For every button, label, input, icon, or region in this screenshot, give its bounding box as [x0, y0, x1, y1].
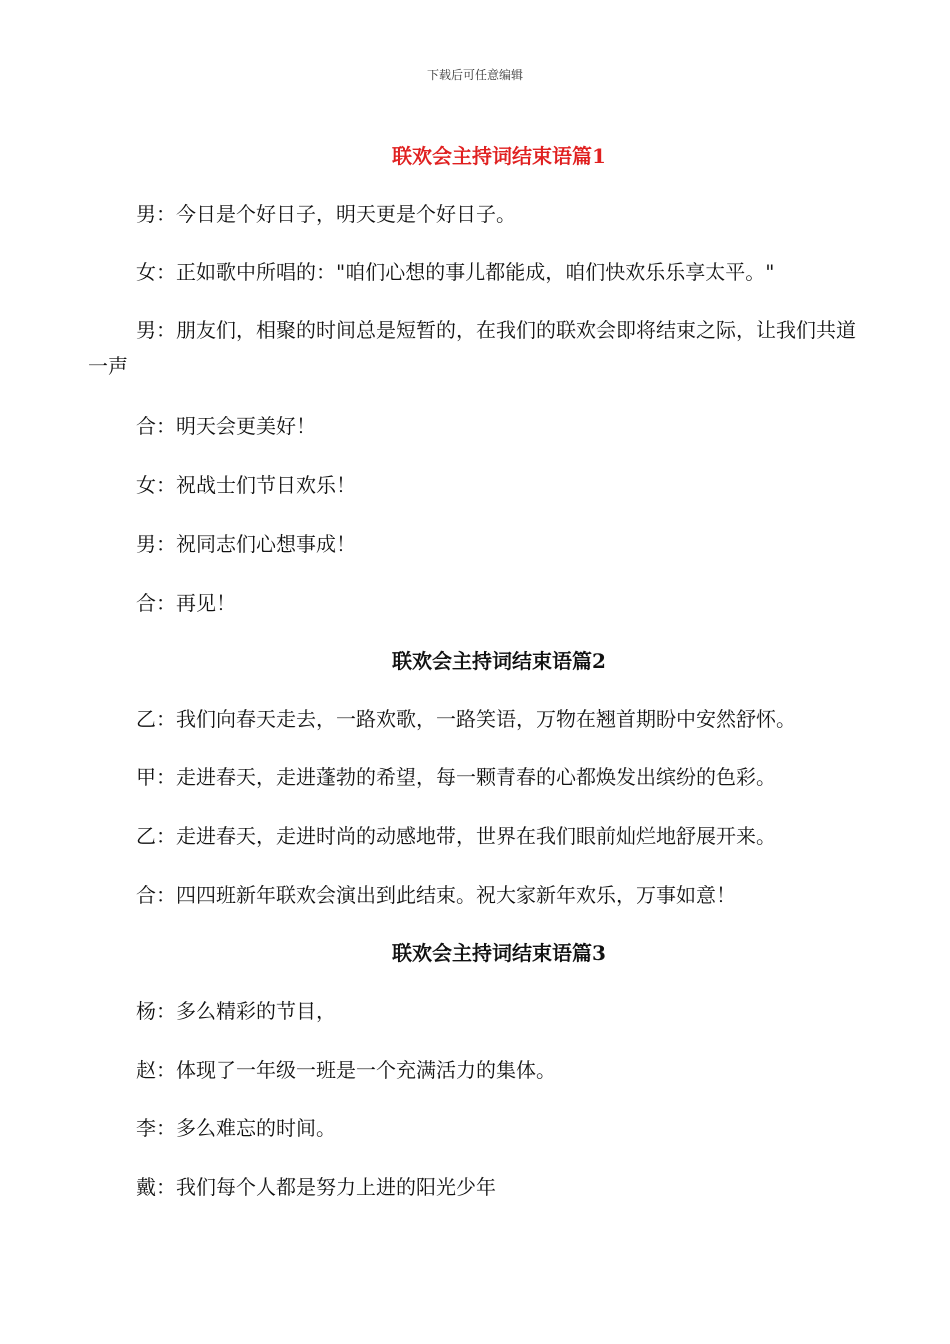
dialogue-line: 女：正如歌中所唱的："咱们心想的事儿都能成，咱们快欢乐乐享太平。": [136, 260, 775, 284]
dialogue-line: 李：多么难忘的时间。: [136, 1116, 336, 1140]
dialogue-line: 戴：我们每个人都是努力上进的阳光少年: [136, 1175, 496, 1199]
page-header-note: 下载后可任意编辑: [426, 68, 523, 82]
dialogue-line: 男：朋友们，相聚的时间总是短暂的，在我们的联欢会即将结束之际，让我们共道一声: [88, 318, 856, 378]
dialogue-line: 合：四四班新年联欢会演出到此结束。祝大家新年欢乐，万事如意！: [136, 883, 736, 907]
section-2-title: 联欢会主持词结束语篇2: [392, 649, 606, 673]
dialogue-line: 乙：我们向春天走去，一路欢歌，一路笑语，万物在翘首期盼中安然舒怀。: [136, 707, 796, 731]
dialogue-line: 杨：多么精彩的节目，: [136, 999, 336, 1023]
dialogue-line: 乙：走进春天，走进时尚的动感地带，世界在我们眼前灿烂地舒展开来。: [136, 824, 776, 848]
dialogue-line: 赵：体现了一年级一班是一个充满活力的集体。: [136, 1058, 556, 1082]
section-1-title: 联欢会主持词结束语篇1: [392, 144, 606, 168]
dialogue-line: 男：今日是个好日子，明天更是个好日子。: [136, 202, 516, 226]
dialogue-line: 女：祝战士们节日欢乐！: [136, 473, 356, 497]
section-3-title: 联欢会主持词结束语篇3: [392, 941, 606, 965]
dialogue-line: 甲：走进春天，走进蓬勃的希望，每一颗青春的心都焕发出缤纷的色彩。: [136, 765, 776, 789]
dialogue-line: 男：祝同志们心想事成！: [136, 532, 356, 556]
dialogue-line: 合：明天会更美好！: [136, 414, 316, 438]
dialogue-line: 合：再见！: [136, 591, 236, 615]
